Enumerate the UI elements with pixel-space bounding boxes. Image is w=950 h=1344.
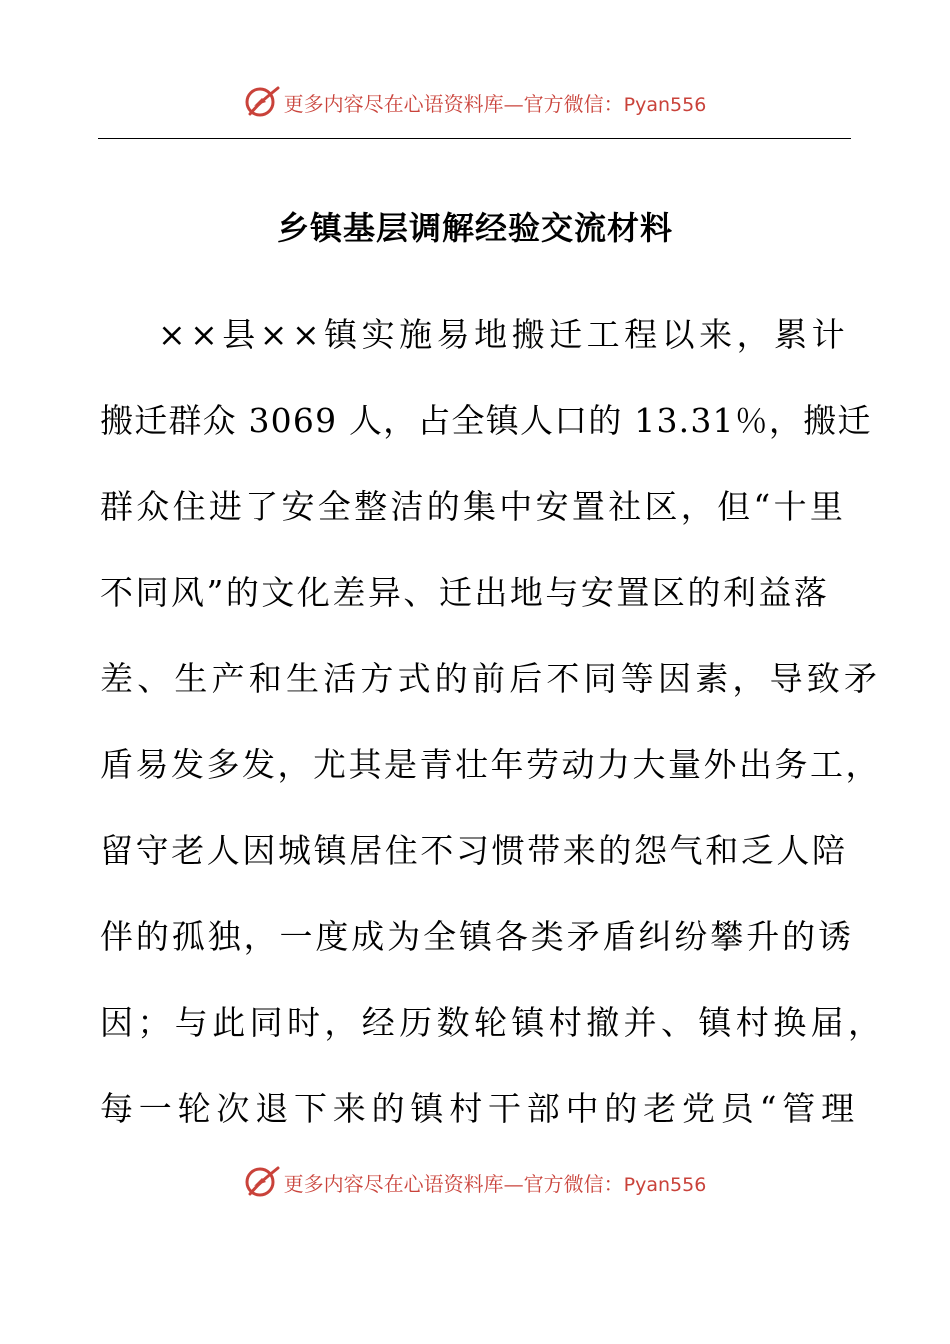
header-rule [98,138,851,139]
document-title: 乡镇基层调解经验交流材料 [276,209,673,247]
body-line: 盾易发多发，尤其是青壮年劳动力大量外出务工， [100,745,881,784]
footer-banner [0,1162,950,1202]
pen-logo-icon [244,84,280,120]
body-line: 群众住进了安全整洁的集中安置社区，但“十里 [100,487,847,526]
body-line: ××县××镇实施易地搬迁工程以来，累计 [158,315,850,354]
body-line: 每一轮次退下来的镇村干部中的老党员“管理 [100,1089,860,1128]
body-line: 搬迁群众 3069 人，占全镇人口的 13.31％，搬迁 [100,401,872,440]
pen-logo-icon [244,1164,280,1200]
footer-banner-text: 更多内容尽在心语资料库—官方微信：Pyan556 [283,1171,707,1196]
body-line: 伴的孤独，一度成为全镇各类矛盾纠纷攀升的诱 [100,917,854,956]
body-line: 因；与此同时，经历数轮镇村撤并、镇村换届， [100,1003,886,1042]
header-banner [0,82,950,122]
body-line: 差、生产和生活方式的前后不同等因素，导致矛 [100,659,882,698]
header-banner-text: 更多内容尽在心语资料库—官方微信：Pyan556 [283,91,707,116]
body-line: 留守老人因城镇居住不习惯带来的怨气和乏人陪 [100,831,848,870]
body-line: 不同风”的文化差异、迁出地与安置区的利益落 [100,573,830,612]
